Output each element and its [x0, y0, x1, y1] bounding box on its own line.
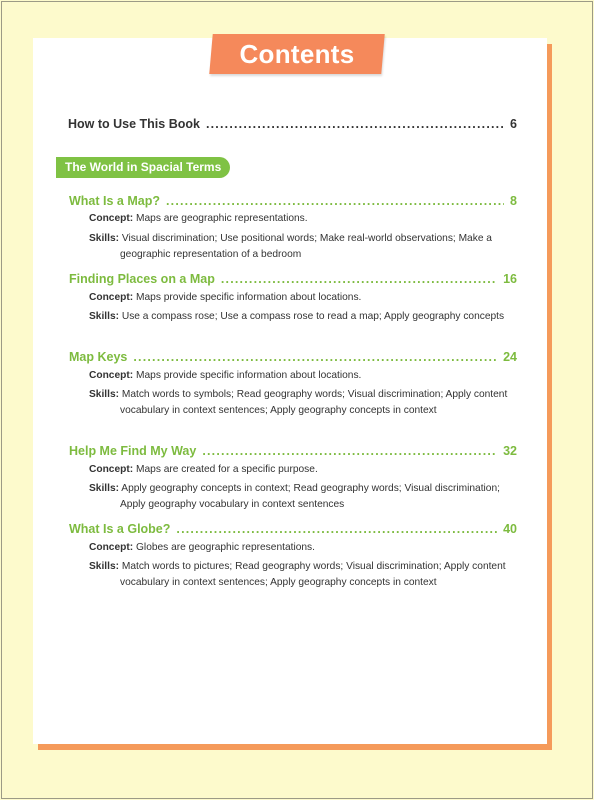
- section-concept: [89, 540, 509, 556]
- section-skills: [89, 481, 520, 513]
- section-page: 32: [503, 444, 517, 458]
- page-title: Contents: [239, 39, 355, 69]
- concept-text: Maps are created for a specific purpose.: [136, 464, 318, 475]
- section-page: 24: [503, 350, 517, 364]
- concept-text: Maps are geographic representations.: [136, 213, 308, 224]
- skills-label: Skills:: [89, 233, 120, 244]
- section-title: What Is a Map?: [69, 194, 160, 208]
- concept-label: Concept:: [89, 213, 134, 224]
- section-page: 8: [510, 194, 517, 208]
- section-title: Help Me Find My Way: [69, 444, 197, 458]
- skills-label: Skills:: [89, 561, 120, 572]
- toc-section-finding-places[interactable]: [69, 272, 517, 286]
- leader-dots: [133, 350, 497, 364]
- skills-text: Match words to symbols; Read geography words; Visual discrimination; Apply content vocabulary in context sentences; Apply geography concepts in context: [120, 389, 508, 416]
- section-title: Finding Places on a Map: [69, 272, 215, 286]
- section-page: 40: [503, 522, 517, 536]
- leader-dots: [206, 117, 504, 131]
- toc-entry-how-to-use[interactable]: [68, 117, 517, 131]
- concept-label: Concept:: [89, 464, 134, 475]
- concept-label: Concept:: [89, 292, 134, 303]
- concept-label: Concept:: [89, 542, 134, 553]
- section-concept: [89, 211, 509, 227]
- leader-dots: [202, 444, 497, 458]
- section-title: What Is a Globe?: [69, 522, 171, 536]
- section-skills: [89, 559, 520, 591]
- skills-text: Use a compass rose; Use a compass rose to read a map; Apply geography concepts: [121, 311, 505, 322]
- section-concept: [89, 462, 509, 478]
- leader-dots: [221, 272, 497, 286]
- toc-section-what-is-a-globe[interactable]: [69, 522, 517, 536]
- concept-text: Maps provide specific information about locations.: [136, 292, 362, 303]
- skills-label: Skills:: [89, 483, 120, 494]
- section-skills: [89, 309, 520, 325]
- skills-label: Skills:: [89, 389, 120, 400]
- unit-heading: The World in Spacial Terms: [56, 157, 230, 178]
- skills-text: Apply geography concepts in context; Read geography words; Visual discrimination; Apply geography vocabulary in context sentences: [120, 483, 500, 510]
- section-skills: [89, 231, 520, 263]
- section-concept: [89, 368, 509, 384]
- leader-dots: [176, 522, 497, 536]
- toc-section-help-me-find-my-way[interactable]: [69, 444, 517, 458]
- skills-label: Skills:: [89, 311, 120, 322]
- skills-text: Match words to pictures; Read geography words; Visual discrimination; Apply content vocabulary in context sentences; Apply geography concepts in context: [120, 561, 506, 588]
- skills-text: Visual discrimination; Use positional words; Make real-world observations; Make a geographic representation of a bedroom: [120, 233, 492, 260]
- toc-section-what-is-a-map[interactable]: [69, 194, 517, 208]
- section-skills: [89, 387, 520, 419]
- toc-entry-page: 6: [510, 117, 517, 131]
- concept-label: Concept:: [89, 370, 134, 381]
- toc-entry-label: How to Use This Book: [68, 117, 200, 131]
- section-concept: [89, 290, 509, 306]
- concept-text: Globes are geographic representations.: [136, 542, 315, 553]
- concept-text: Maps provide specific information about locations.: [136, 370, 362, 381]
- section-page: 16: [503, 272, 517, 286]
- section-title: Map Keys: [69, 350, 128, 364]
- toc-section-map-keys[interactable]: [69, 350, 517, 364]
- leader-dots: [166, 194, 504, 208]
